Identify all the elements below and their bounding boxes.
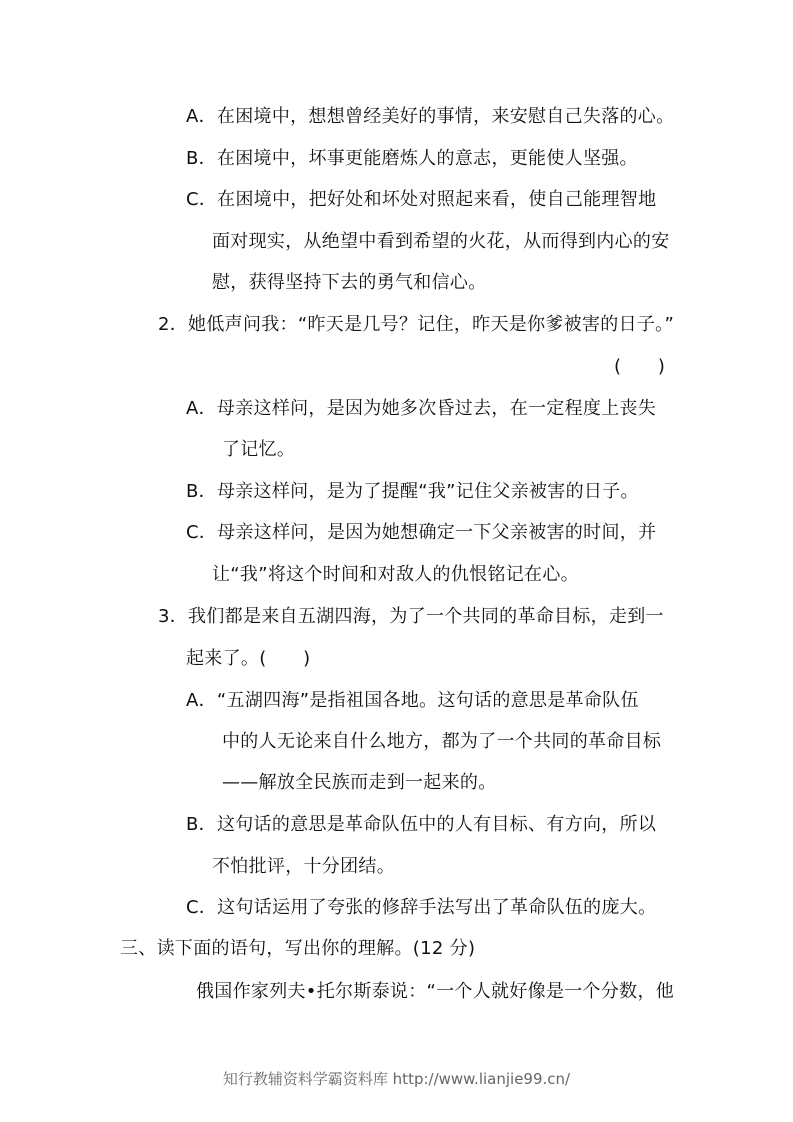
q2-answer-blank: ( ) <box>614 356 666 377</box>
q1-option-a: A．在困境中，想想曾经美好的事情，来安慰自己失落的心。 <box>186 106 675 127</box>
q3-stem-line2: 起来了。( ) <box>186 648 311 669</box>
q3-option-b-line2: 不怕批评，十分团结。 <box>212 856 395 877</box>
q2-stem: 2．她低声问我：“昨天是几号？记住，昨天是你爹被害的日子。” <box>158 314 675 335</box>
q2-option-b: B．母亲这样问，是为了提醒“我”记住父亲被害的日子。 <box>186 481 639 502</box>
q1-option-c-line3: 慰，获得坚持下去的勇气和信心。 <box>212 272 487 293</box>
q3-stem-line1: 3．我们都是来自五湖四海，为了一个共同的革命目标，走到一 <box>158 606 664 627</box>
q1-option-b: B．在困境中，坏事更能磨炼人的意志，更能使人坚强。 <box>186 148 638 169</box>
q2-option-c-line2: 让“我”将这个时间和对敌人的仇恨铭记在心。 <box>212 564 579 585</box>
q2-option-c-line1: C．母亲这样问，是因为她想确定一下父亲被害的时间，并 <box>186 522 657 543</box>
q3-option-a-line2: 中的人无论来自什么地方，都为了一个共同的革命目标 <box>222 731 662 752</box>
section-3-passage-line1: 俄国作家列夫•托尔斯泰说：“一个人就好像是一个分数，他 <box>196 981 675 1002</box>
q2-option-a-line1: A．母亲这样问，是因为她多次昏过去，在一定程度上丧失 <box>186 398 657 419</box>
q1-option-c-line2: 面对现实，从绝望中看到希望的火花，从而得到内心的安 <box>212 231 670 252</box>
q3-option-c: C．这句话运用了夸张的修辞手法写出了革命队伍的庞大。 <box>186 897 657 918</box>
q2-option-a-line2: 了记忆。 <box>222 439 296 460</box>
q1-option-c-line1: C．在困境中，把好处和坏处对照起来看，使自己能理智地 <box>186 189 657 210</box>
q3-option-a-line1: A．“五湖四海”是指祖国各地。这句话的意思是革命队伍 <box>186 690 639 711</box>
footer-watermark: 知行教辅资料学霸资料库 http://www.lianjie99.cn/ <box>222 1070 571 1088</box>
q3-option-b-line1: B．这句话的意思是革命队伍中的人有目标、有方向，所以 <box>186 814 657 835</box>
q3-option-a-line3: ——解放全民族而走到一起来的。 <box>222 772 497 793</box>
section-3-heading: 三、读下面的语句，写出你的理解。(12 分) <box>120 938 476 959</box>
